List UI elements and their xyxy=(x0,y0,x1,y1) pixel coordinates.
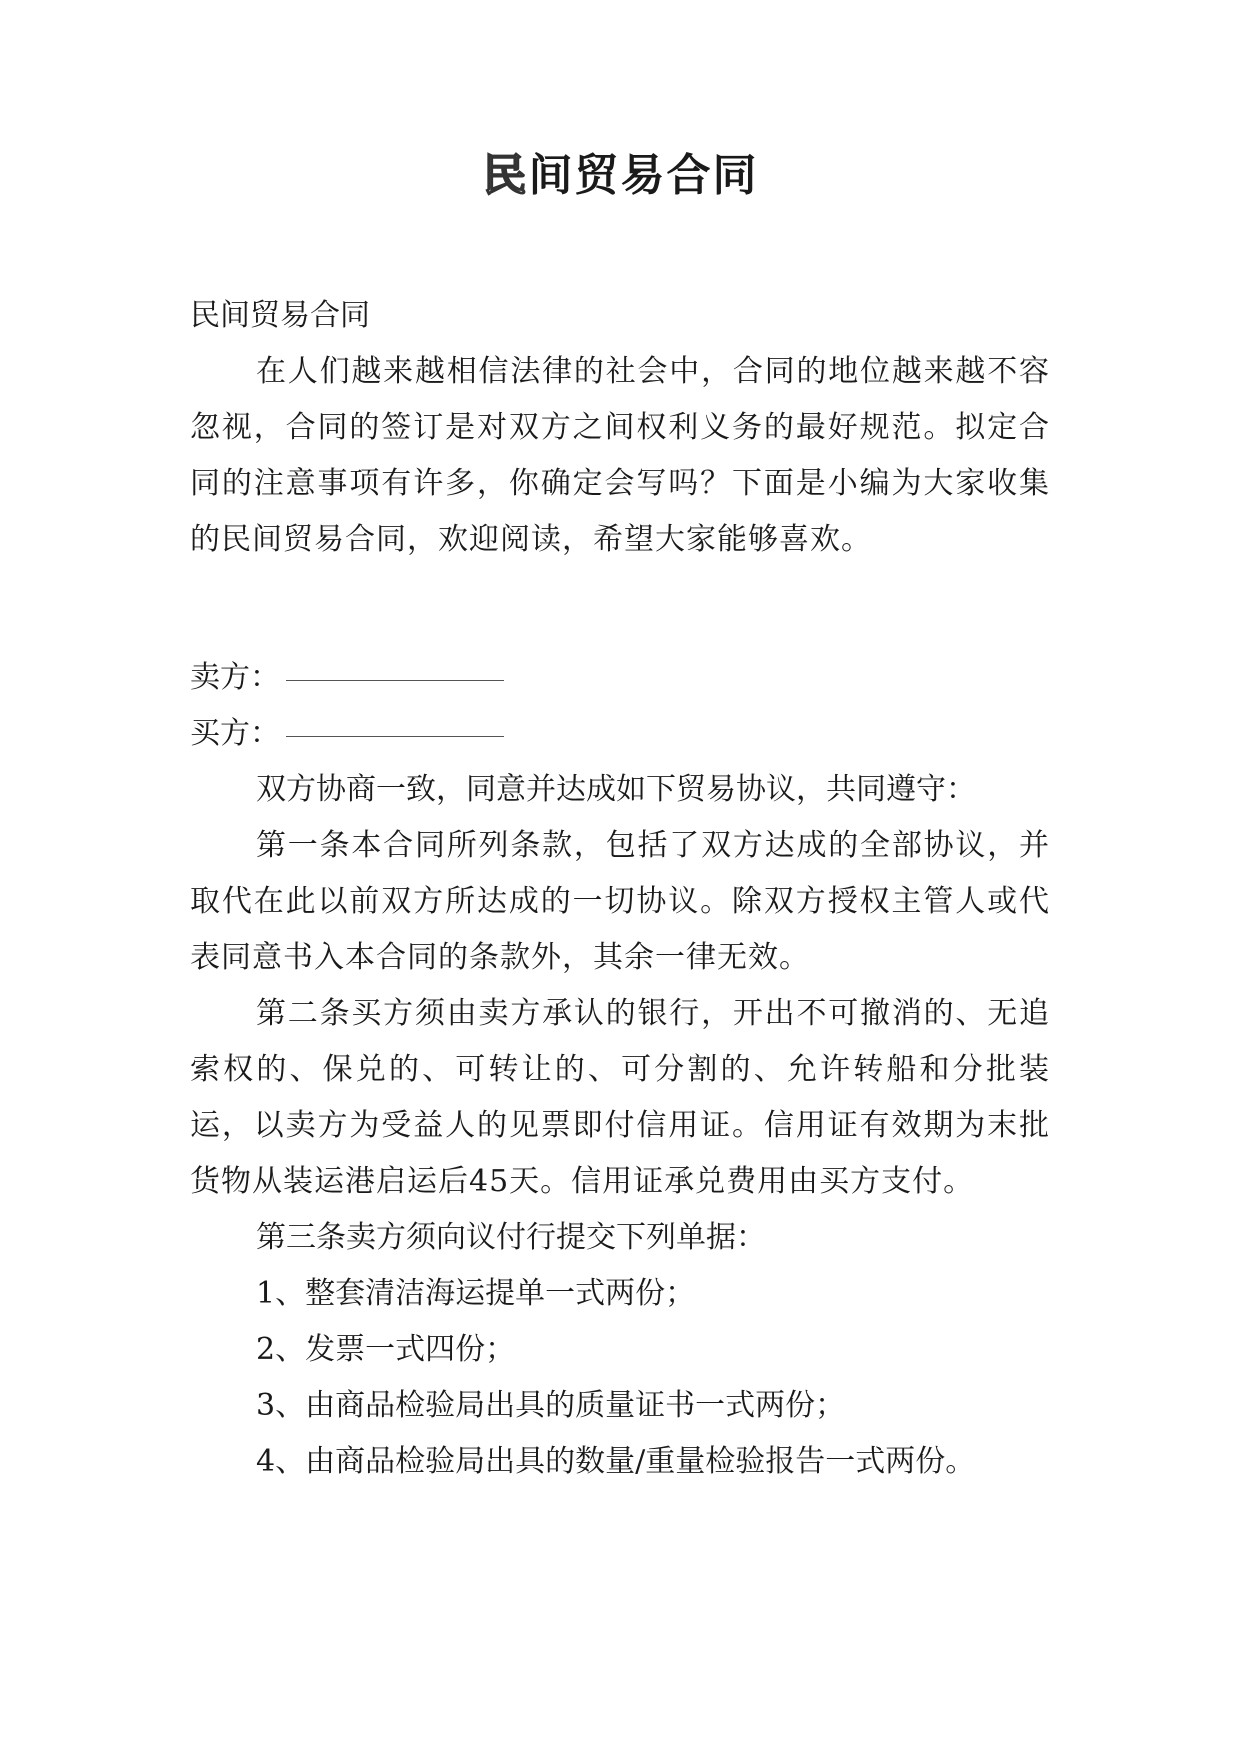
list-item: 4、由商品检验局出具的数量/重量检验报告一式两份。 xyxy=(256,1444,976,1479)
buyer-line xyxy=(190,706,1050,762)
article-2: 第二条买方须由卖方承认的银行，开出不可撤消的、无追索权的、保兑的、可转让的、可分割的、允许转船和分批装运，以卖方为受益人的见票即付信用证。信用证有效期为末批货物从装运港启运后45天。信用证承兑费用由买方支付。 xyxy=(190,996,1050,1199)
document-title xyxy=(0,150,1241,203)
article-1: 第一条本合同所列条款，包括了双方达成的全部协议，并取代在此以前双方所达成的一切协议。除双方授权主管人或代表同意书入本合同的条款外，其余一律无效。 xyxy=(190,828,1050,975)
list-item: 3、由商品检验局出具的质量证书一式两份； xyxy=(256,1388,846,1423)
list-item: 1、整套清洁海运提单一式两份； xyxy=(256,1276,696,1311)
title-rest: 间贸易合同 xyxy=(528,150,759,201)
document-body xyxy=(190,288,1050,1490)
buyer-label: 买方： xyxy=(190,716,280,751)
seller-label: 卖方： xyxy=(190,660,280,695)
seller-line xyxy=(190,650,1050,706)
title-first-char: 民 xyxy=(482,150,529,201)
agreement-paragraph: 双方协商一致，同意并达成如下贸易协议，共同遵守： xyxy=(256,772,976,807)
subtitle: 民间贸易合同 xyxy=(190,298,370,333)
buyer-blank-field xyxy=(286,736,504,737)
seller-blank-field xyxy=(286,680,504,681)
intro-paragraph: 在人们越来越相信法律的社会中，合同的地位越来越不容忽视，合同的签订是对双方之间权利义务的最好规范。拟定合同的注意事项有许多，你确定会写吗？下面是小编为大家收集的民间贸易合同，欢迎阅读，希望大家能够喜欢。 xyxy=(190,354,1050,557)
article-3: 第三条卖方须向议付行提交下列单据： xyxy=(256,1220,766,1255)
list-item: 2、发票一式四份； xyxy=(256,1332,516,1367)
paragraph-spacer xyxy=(190,568,1050,650)
